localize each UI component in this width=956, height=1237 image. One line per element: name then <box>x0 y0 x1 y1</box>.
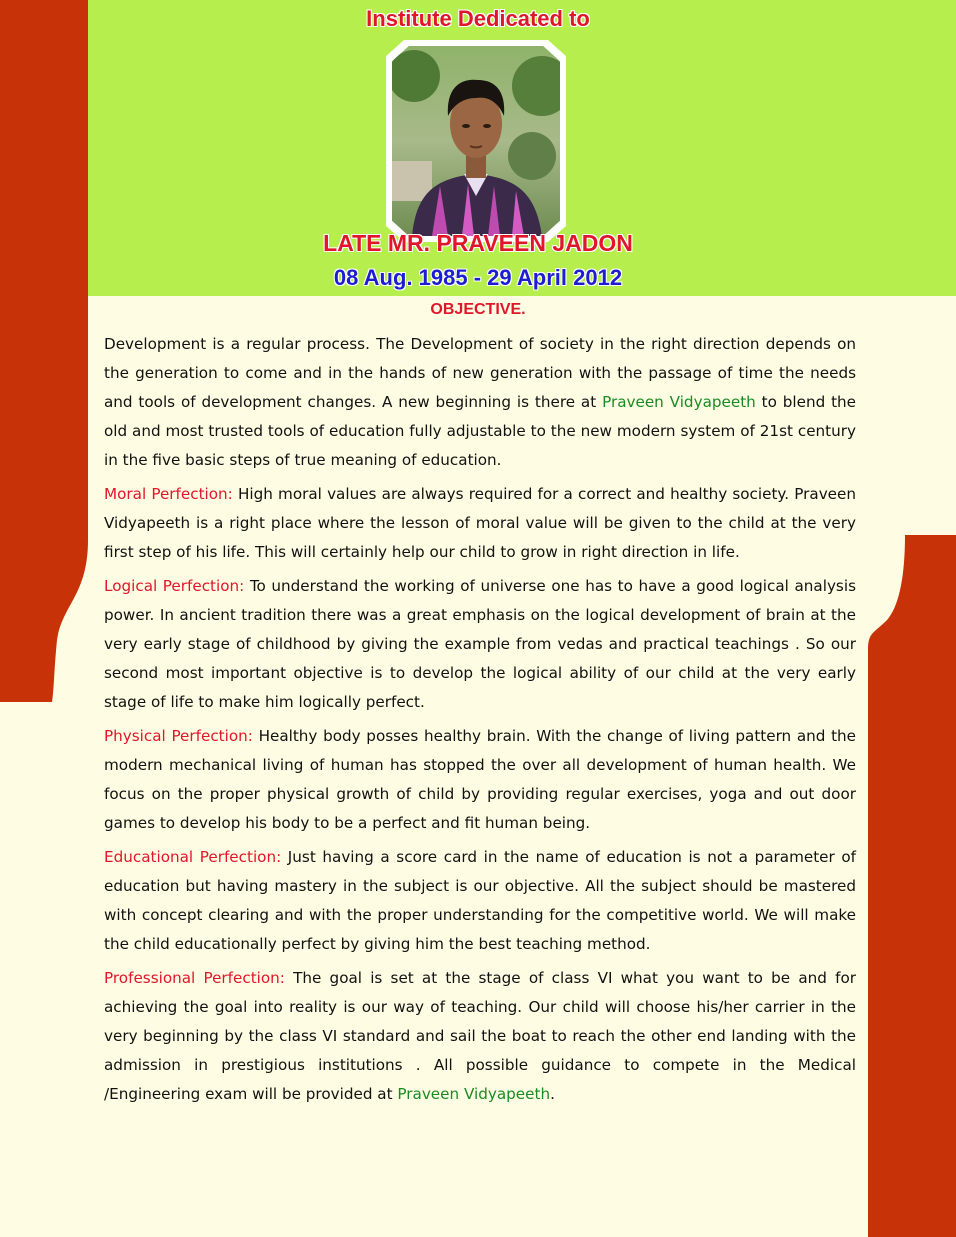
educational-perfection-paragraph <box>104 843 856 959</box>
objective-content <box>104 330 856 1109</box>
institute-name-highlight: Praveen Vidyapeeth <box>602 393 756 411</box>
intro-text-before: Development is a regular process. The Development of society in the right direction depends on the generation to come and in the hands of new generation with the passage of time the needs and tools of development changes. A new beginning is there at <box>104 335 856 411</box>
educational-perfection-text: Just having a score card in the name of education is not a parameter of education but having mastery in the subject is our objective. All the subject should be mastered with concept clearing and with the proper understanding for the competitive world. We will make the child educationally perfect by giving him the best teaching method. <box>104 848 856 953</box>
logical-perfection-paragraph <box>104 572 856 717</box>
intro-paragraph <box>104 330 856 475</box>
professional-perfection-heading: Professional Perfection: <box>104 969 285 987</box>
educational-perfection-heading: Educational Perfection: <box>104 848 282 866</box>
moral-perfection-paragraph <box>104 480 856 567</box>
physical-perfection-heading: Physical Perfection: <box>104 727 253 745</box>
logical-perfection-heading: Logical Perfection: <box>104 577 245 595</box>
professional-perfection-paragraph <box>104 964 856 1109</box>
frame-left-shape <box>0 0 88 702</box>
physical-perfection-paragraph <box>104 722 856 838</box>
institute-name-highlight-end: Praveen Vidyapeeth <box>397 1085 551 1103</box>
professional-perfection-end: . <box>550 1085 555 1103</box>
person-name: LATE MR. PRAVEEN JADON <box>323 230 633 256</box>
professional-perfection-text: The goal is set at the stage of class VI what you want to be and for achieving the goal into reality is our way of teaching. Our child will choose his/her carrier in the very beginning by the class VI standard and sail the boat to reach the other end landing with the admission in prestigious institutions . All possible guidance to compete in the Medical /Engineering exam will be provided at <box>104 969 856 1103</box>
portrait-frame <box>386 40 566 242</box>
physical-perfection-text: Healthy body posses healthy brain. With the change of living pattern and the modern mechanical living of human has stopped the over all development of human health. We focus on the proper physical growth of child by providing regular exercises, yoga and out door games to develop his body to be a perfect and fit human being. <box>104 727 856 832</box>
dedication-title: Institute Dedicated to <box>366 6 590 31</box>
section-title: OBJECTIVE. <box>430 301 526 318</box>
life-dates: 08 Aug. 1985 - 29 April 2012 <box>333 265 623 290</box>
frame-right-shape <box>868 535 956 1237</box>
moral-perfection-text: High moral values are always required for a correct and healthy society. Praveen Vidyapeeth is a right place where the lesson of moral value will be given to the child at the very first step of his life. This will certainly help our child to grow in right direction in life. <box>104 485 856 561</box>
moral-perfection-heading: Moral Perfection: <box>104 485 233 503</box>
portrait-photo <box>392 46 560 236</box>
intro-text-after: to blend the old and most trusted tools of education fully adjustable to the new modern system of 21st century in the five basic steps of true meaning of education. <box>104 393 856 469</box>
logical-perfection-text: To understand the working of universe one has to have a good logical analysis power. In ancient tradition there was a great emphasis on the logical development of brain at the very early stage of childhood by giving the example from vedas and practical teachings . So our second most important objective is to develop the logical ability of our child at the very early stage of life to make him logically perfect. <box>104 577 856 711</box>
